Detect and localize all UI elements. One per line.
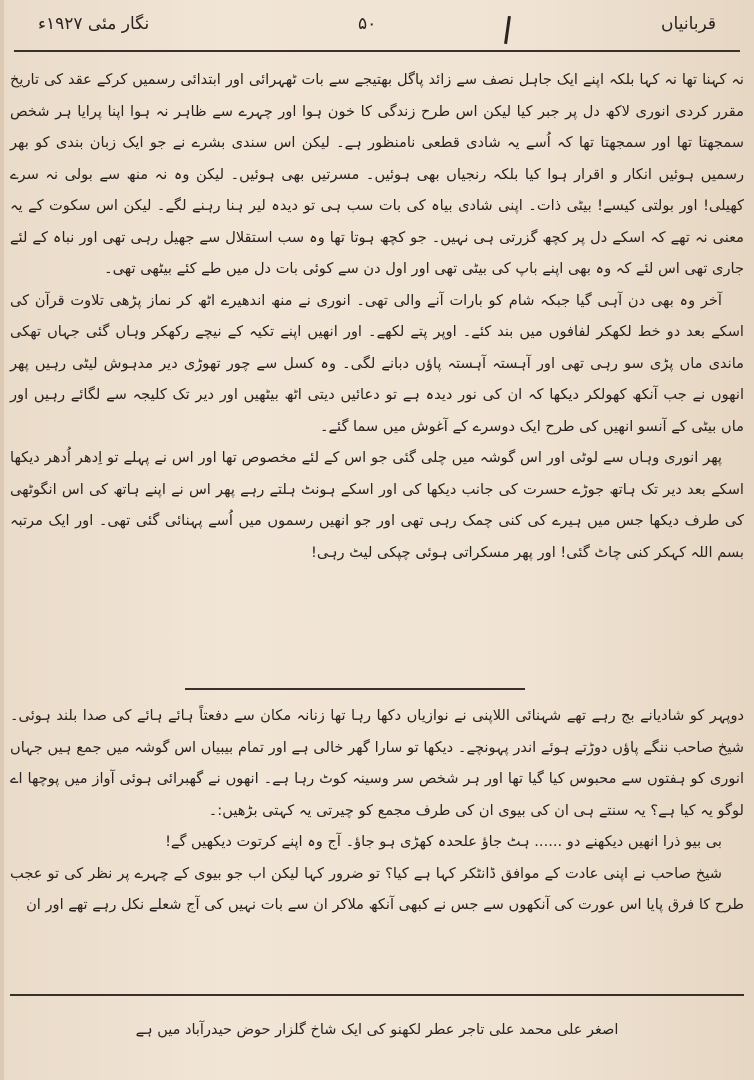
footer-advert: اصغر علی محمد علی تاجر عطر لکھنو کی ایک شاخ گلزار حوض حیدرآباد میں ہے — [135, 1022, 619, 1038]
ink-mark — [504, 16, 511, 44]
section-divider — [185, 688, 525, 690]
header-magazine-date: نگار مئی ۱۹۲۷ء — [38, 14, 150, 34]
footer-rule — [10, 994, 744, 996]
header-rule — [14, 50, 740, 52]
article-section-2 — [10, 700, 744, 990]
paragraph: شیخ صاحب نے اپنی عادت کے موافق ڈانٹکر کہا ہے کیا؟ تو ضرور کہا لیکن اب جو بیوی کے چہرے پر نظر کی تو عجب طرح کا فرق پایا اس عورت کی آنکھوں سے جس نے کبھی آنکھ ملاکر ان سے بات نہیں کی آج شعلے نکل رہے تھے اور ان — [10, 864, 744, 913]
paragraph: پھر انوری وہاں سے لوٹی اور اس گوشہ میں چلی گئی جو اس کے لئے مخصوص تھا اور اس نے پہلے تو اِدھر اُدھر دیکھا اسکے بعد دیر تک ہاتھ جوڑے حسرت کی جانب دیکھا کی اور اسکے ہونٹ ہلتے رہے پھر اس نے اپنے ہاتھ کی اس انگوٹھی کی طرف دیکھا جس میں ہیرے کی کنی چمک رہی تھی اور جو انھیں رسموں میں اُسے پہنائی گئی تھی۔ اور ایک مرتبہ بسم اللہ کہکر کنی چاٹ گئی! اور پھر مسکراتی ہوئی چپکی لیٹ رہی! — [10, 449, 744, 561]
page-number: ۵۰ — [358, 14, 377, 34]
paragraph: دوپہر کو شادیانے بج رہے تھے شہنائی اللاپنی نے نوازیاں دکھا رہا تھا زنانہ مکان سے دفعتاً ہائے ہائے کی صدا بلند ہوئی۔ شیخ صاحب ننگے پاؤں دوڑتے ہوئے اندر پہونچے۔ دیکھا تو سارا گھر خالی ہے اور تمام بیبیاں اس گوشہ میں جمع ہیں جہاں انوری کو ہفتوں سے محبوس کیا گیا تھا اور ہر شخص سر وسینہ کوٹ رہا ہے۔ انھوں نے گھبرائی ہوئی آواز میں پوچھا اے لوگو یہ کیا ہے؟ یہ سنتے ہی ان کی بیوی ان کی طرف مجمع کو چیرتی یہ کہتی بڑھیں:۔ — [10, 707, 744, 819]
paragraph: نہ کہنا تھا نہ کہا بلکہ اپنے ایک جاہل نصف سے زائد پاگل بھتیجے سے بات ٹھہرائی اور ابتدائی رسمیں کرکے عقد کی تاریخ مقرر کردی انوری لاکھ دل پر جبر کیا لیکن اس طرح زندگی کا خون ہوا اور چہرے سے ظاہر نہ ہوا اپنا پرایا ہر شخص سمجھتا تھا اور سمجھتا تھا کہ اُسے یہ شادی قطعی نامنظور ہے۔ لیکن اس سندی بشرے نے جو ایک زبان بندی کو بھر رسمیں ہوئیں انکار و اقرار ہوا کیا بلکہ رنجیاں بھی ہوئیں۔ مسرتیں بھی ہوئیں۔ لیکن وہ نہ منھ سے بولی نہ سرے کھیلی! اور بولتی کیسے! بیٹی ذات۔ اپنی شادی بیاہ کی بات سب ہی تو دیدہ لیر ہنا رہنے لگے۔ لیکن اس سکوت کے یہ معنی نہ تھے کہ اسکے دل پر کچھ گزرتی ہی نہیں۔ جو کچھ ہوتا تھا وہ سب استقلال سے جھیل رہی تھی اور نباہ کے لئے جاری تھی اس لئے کہ وہ بھی اپنے باپ کی بیٹی تھی اور اول دن سے کوئی بات دل میں طے کئے بیٹھی تھی۔ — [10, 71, 744, 277]
page-header — [18, 10, 736, 44]
paragraph: آخر وہ بھی دن آہی گیا جبکہ شام کو بارات آنے والی تھی۔ انوری نے منھ اندھیرے اٹھ کر نماز پڑھی تلاوت قرآن کی اسکے بعد دو خط لکھکر لفافوں میں بند کئے۔ اوپر پتے لکھے۔ اور انھیں اپنے تکیہ کے نیچے رکھکر وہاں گئی جہاں تھکی ماندی ماں پڑی سو رہی تھی اور آہستہ آہستہ پاؤں دبانے لگی۔ وہ کسل سے چور تھوڑی دیر مدہوش لیٹی رہیں پھر انھوں نے جب آنکھ کھولکر دیکھا کہ ان کی نور دیدہ ہے تو دعائیں دیتی اٹھ بیٹھیں اور دیر تک کلیجہ سے لگائے رہیں اور ماں بیٹی کے آنسو انھیں کی طرح ایک دوسرے کے آغوش میں سما گئے۔ — [10, 291, 744, 435]
page-edge — [0, 0, 4, 1080]
paragraph-quote: بی بیو ذرا انھیں دیکھنے دو ...... ہٹ جاؤ علحدہ کھڑی ہو جاؤ۔ آج وہ اپنے کرتوت دیکھیں گے! — [165, 833, 722, 850]
article-section-1 — [10, 64, 744, 664]
running-title: قربانیاں — [661, 14, 716, 34]
